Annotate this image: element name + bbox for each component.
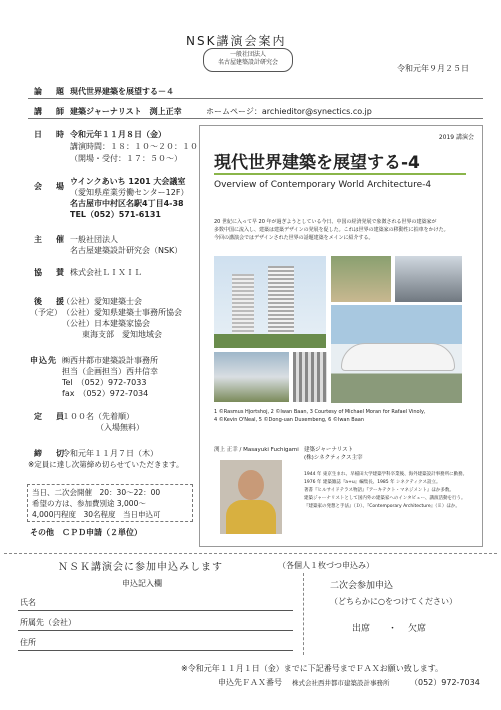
support-label: 後 援 <box>34 297 67 306</box>
speaker-portrait <box>220 460 282 534</box>
cut-line <box>4 553 497 554</box>
speaker-bio2: 1976 年 建築雑誌『a+u』編集長、1985 年 シネクティクス設立。 <box>304 480 441 485</box>
organizer-stamp <box>203 48 293 72</box>
page-title: NSK講演会案内 <box>186 34 287 48</box>
address-field[interactable] <box>18 650 293 651</box>
flyer-intro3: 今回の講演会ではデザインされた世界の話題建築をメインに紹介する。 <box>214 235 374 241</box>
capacity: １００名（先着順） <box>62 412 134 421</box>
after-party-line2: 希望の方は、参加費別途 3,000～ <box>32 499 146 508</box>
deadline-note: ※定員に達し次第締め切らせていただきます。 <box>28 460 184 469</box>
name-field[interactable] <box>18 610 293 611</box>
photo-credits2: 4 ©Kevin O'Neal, 5 ©Dong-uan Duxembeng, 6 ©Iwan Baan <box>214 417 364 423</box>
photo-glass-building <box>395 256 462 302</box>
flyer-title-en: Overview of Contemporary World Architecture-4 <box>214 180 432 190</box>
deadline: 令和元年１１月７日（木） <box>62 449 158 458</box>
contact-line1: ㈱西井都市建築設計事務所 <box>62 356 158 365</box>
venue-building: （愛知県産業労働センター12F） <box>70 188 189 197</box>
photo-curved-roof <box>331 305 462 403</box>
contact-line2: 担当（企画担当）西井信幸 <box>62 367 158 376</box>
speaker-name: 渕上 正幸 / Masayuki Fuchigami <box>214 447 299 453</box>
speaker-bio5: 『建築家の発想と手法』（Ｄ）、『Contemporary Architecture』（Ｅ）ほか。 <box>304 504 460 509</box>
sponsor: 株式会社ＬＩＸＩＬ <box>70 268 142 277</box>
lecture-flyer <box>199 125 483 547</box>
form-divider <box>303 573 304 655</box>
host-line2: 名古屋建築設計研究会（NSK） <box>70 246 183 255</box>
organizer-line1: 一般社団法人 <box>229 51 266 58</box>
speaker-title1: 建築ジャーナリスト <box>304 447 354 453</box>
option-separator: ・ <box>388 624 398 634</box>
fax-label: 申込先ＦＡＸ番号 <box>218 678 282 687</box>
cpd: ＣＰＤ申請（２単位） <box>62 528 142 537</box>
absent-option[interactable]: 欠席 <box>408 624 427 634</box>
application-note: （各個人１枚づつ申込み） <box>278 561 374 570</box>
issue-date: 令和元年９月２５日 <box>397 64 469 73</box>
name-label: 氏名 <box>20 598 36 607</box>
support-line4: 東海支部 愛知地域会 <box>82 330 162 339</box>
venue-address: 名古屋市中村区名駅4丁目4-38 <box>70 199 184 208</box>
photo-museum <box>214 352 289 402</box>
fax-deadline-note: ※令和元年１１月１日（金）までに下記番号までＦＡＸお願い致します。 <box>181 664 444 673</box>
party-title: 二次会参加申込 <box>330 581 394 591</box>
homepage: ホームページ：archieditor@synectics.co.jp <box>206 107 372 116</box>
address-label: 住所 <box>20 638 36 647</box>
host-line1: 一般社団法人 <box>70 235 118 244</box>
company-field[interactable] <box>18 630 293 631</box>
flyer-title-rule <box>214 173 466 175</box>
flyer-title-jp: 現代世界建築を展望する-4 <box>214 153 420 173</box>
support-line2: （公社）愛知県建築士事務所協会 <box>62 308 182 317</box>
event-date: 令和元年１１月８日（金） <box>70 130 166 139</box>
fax-number: （052）972-7034 <box>410 678 480 687</box>
capacity-label: 定 員 <box>34 412 67 421</box>
venue-name: ウインクあいち 1201 大会議室 <box>70 177 186 186</box>
support-line3: （公社）日本建築家協会 <box>62 319 150 328</box>
speaker-bio1: 1944 年 東京生まれ、早稲田大学建築学科卒業後、海外建築設計事務所に勤務。 <box>304 472 468 477</box>
venue-tel: TEL（052）571-6131 <box>70 210 162 219</box>
photo-facade <box>293 352 327 402</box>
sponsor-label: 協 賛 <box>34 268 67 277</box>
after-party-box <box>27 484 193 522</box>
attend-option[interactable]: 出席 <box>352 624 371 634</box>
flyer-intro2: 多数中国に流入し、建築は建築デザインの発展を促した。これは世界の建築家の移動性に拍車をかけた。 <box>214 227 449 233</box>
admission: （入場無料） <box>96 423 144 432</box>
theme-label: 論 題 <box>34 87 67 96</box>
party-note: （どちらかに○をつけてください） <box>330 597 457 606</box>
photo-towers <box>214 256 326 348</box>
photo-green-roof <box>331 256 391 302</box>
open-time: （開場・受付：１７：５０～） <box>70 154 182 163</box>
application-heading: ＮＳＫ講演会に参加申込みします <box>58 562 223 573</box>
organizer-line2: 名古屋建築設計研究会 <box>217 59 278 66</box>
form-title: 申込記入欄 <box>122 579 162 588</box>
company-label: 所属先（会社） <box>20 618 76 627</box>
speaker-bio4: 建築ジャーナリストとして国内外の建築家へのインタビュー、講演活動を行う。 <box>304 496 466 501</box>
support-line1: （公社）愛知建築士会 <box>62 297 142 306</box>
contact-label: 申込先 <box>30 356 57 365</box>
after-party-line3: 4,000円程度 30名程度 当日申込可 <box>32 510 161 519</box>
photo-credits1: 1 ©Rasmus Hjortshoj, 2 ©Iwan Baan, 3 Courtesy of Michael Moran for Rafael Vinoly, <box>214 409 426 415</box>
datetime-label: 日 時 <box>34 130 67 139</box>
event-time: 講演時間：１８：１０～２０：１０ <box>70 142 198 151</box>
speaker-title2: (株)シネクティクス主宰 <box>304 455 363 461</box>
theme: 現代世界建築を展望する－４ <box>70 87 174 96</box>
host-label: 主 催 <box>34 235 67 244</box>
flyer-intro1: 20 世紀に入って早 20 年が過ぎようとしている今日、中国の経済発展で象徴される世界の建築家が <box>214 219 437 225</box>
venue-label: 会 場 <box>34 182 67 191</box>
speaker: 建築ジャーナリスト 渕上正幸 <box>70 107 182 116</box>
speaker-bio3: 著書『ヒルサイドテラス物語』『アーキテクト・マネジメント』ほか多数。 <box>304 488 454 493</box>
fax-office: 株式会社西井都市建築設計事務所 <box>292 679 390 687</box>
deadline-label: 締 切 <box>34 449 67 458</box>
flyer-year: 2019 講演会 <box>438 134 474 141</box>
contact-fax: fax （052）972-7034 <box>62 389 149 398</box>
other-label: その他 <box>30 528 54 537</box>
support-sub: （予定） <box>30 308 62 317</box>
after-party-line1: 当日、二次会開催 20：30～22：00 <box>32 488 161 497</box>
speaker-label: 講 師 <box>34 107 67 116</box>
contact-tel: Tel （052）972-7033 <box>62 378 147 387</box>
